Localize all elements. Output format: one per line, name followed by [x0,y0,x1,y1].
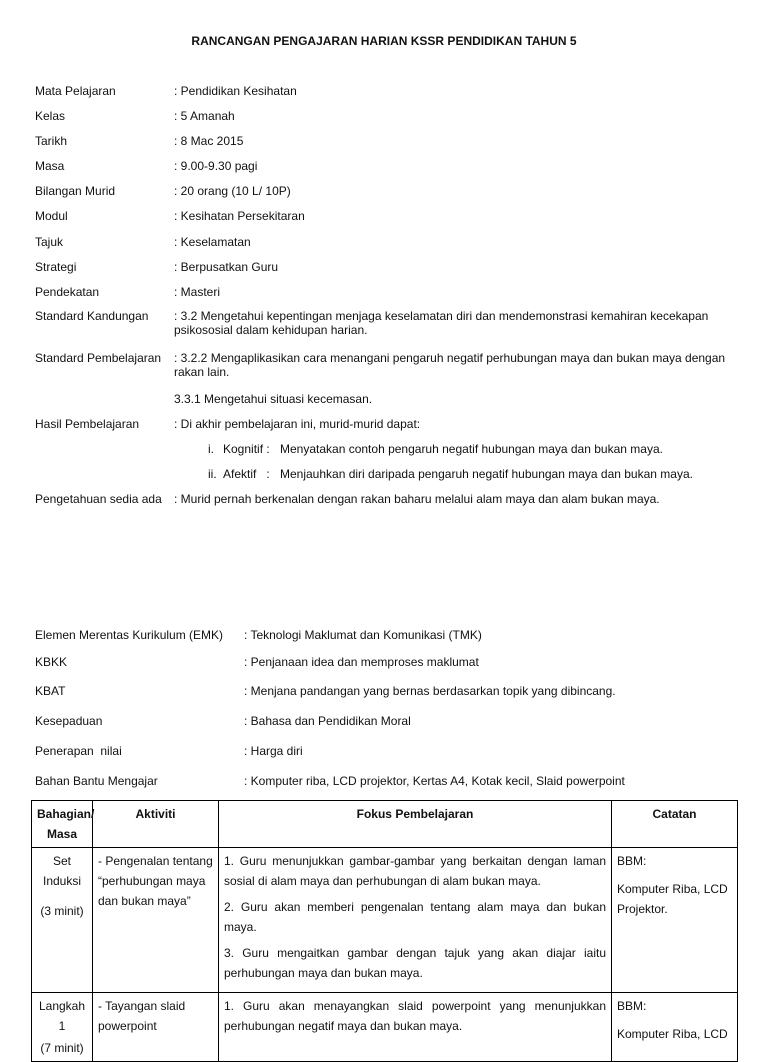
info-value: : 8 Mac 2015 [174,134,244,148]
info2-value: : Komputer riba, LCD projektor, Kertas A4, Kotak kecil, Slaid powerpoint [244,774,625,788]
lesson-table [31,800,738,1062]
header-fokus: Fokus Pembelajaran [219,801,612,848]
header-catatan: Catatan [612,801,738,848]
info-value: : Keselamatan [174,235,251,249]
outcome-type: Kognitif : [223,442,270,456]
focus-cell [219,848,612,993]
notes-cell [612,848,738,993]
info-label: Masa [35,159,65,173]
header-aktiviti: Aktiviti [93,801,219,848]
info-value: : 20 orang (10 L/ 10P) [174,184,291,198]
info-label: Tajuk [35,235,64,249]
focus-step: 1. Guru menunjukkan gambar-gambar yang berkaitan dengan laman sosial di alam maya dan perhubungan di alam bukan maya. [224,854,606,888]
page-title: RANCANGAN PENGAJARAN HARIAN KSSR PENDIDIKAN TAHUN 5 [191,34,577,48]
info-value: : 5 Amanah [174,109,235,123]
focus-cell [219,993,612,1062]
info-label: Bilangan Murid [35,184,116,198]
info-label: Hasil Pembelajaran [35,417,140,431]
info2-label: Bahan Bantu Mengajar [35,774,158,788]
info-label: Mata Pelajaran [35,84,116,98]
info-value: : 3.2.2 Mengaplikasikan cara menangani pengaruh negatif perhubungan maya dan bukan maya dengan rakan lain. [174,351,726,379]
table-row [32,848,738,993]
info-label: Standard Kandungan [35,309,149,323]
info-label: Tarikh [35,134,68,148]
header-bahagian: Bahagian/ Masa [32,801,93,848]
info-value: : Berpusatkan Guru [174,260,279,274]
notes-line: Komputer Riba, LCD Projektor. [617,882,728,916]
info-value-extra: 3.3.1 Mengetahui situasi kecemasan. [174,392,373,406]
info2-value: : Teknologi Maklumat dan Komunikasi (TMK) [244,628,482,642]
info-label: Standard Pembelajaran [35,351,162,365]
table-header-row [32,801,738,848]
info-value: : Di akhir pembelajaran ini, murid-murid dapat: [174,417,421,431]
stage-name: Langkah 1 [38,999,86,1033]
info2-value: : Bahasa dan Pendidikan Moral [244,714,411,728]
info2-label: KBAT [35,684,66,698]
stage-time: (3 minit) [40,904,84,918]
notes-line: Komputer Riba, LCD [617,1027,728,1041]
stage-cell [32,848,93,993]
info2-label: Elemen Merentas Kurikulum (EMK) [35,628,224,642]
notes-line: BBM: [617,854,647,868]
stage-cell [32,993,93,1062]
info-label: Kelas [35,109,66,123]
outcome-text: Menyatakan contoh pengaruh negatif hubungan maya dan bukan maya. [280,442,663,456]
outcome-num: i. [208,442,214,456]
info-value: : Murid pernah berkenalan dengan rakan baharu melalui alam maya dan alam bukan maya. [174,492,660,506]
activity-cell: - Tayangan slaid powerpoint [93,993,219,1062]
notes-cell [612,993,738,1062]
info-label: Strategi [35,260,77,274]
info2-value: : Penjanaan idea dan memproses maklumat [244,655,479,669]
info-label: Pengetahuan sedia ada [35,492,162,506]
stage-time: (7 minit) [40,1041,84,1055]
info2-label: KBKK [35,655,68,669]
outcome-num: ii. [208,467,217,481]
info-value: : Pendidikan Kesihatan [174,84,297,98]
focus-step: 2. Guru akan memberi pengenalan tentang alam maya dan bukan maya. [224,900,606,934]
focus-step: 3. Guru mengaitkan gambar dengan tajuk yang akan diajar iaitu perhubungan maya dan bukan maya. [224,946,606,980]
info-value: : Masteri [174,285,221,299]
activity-cell: - Pengenalan tentang “perhubungan maya dan bukan maya” [93,848,219,993]
notes-line: BBM: [617,999,647,1013]
focus-step: 1. Guru akan menayangkan slaid powerpoint yang menunjukkan perhubungan negatif maya dan bukan maya. [224,999,606,1033]
info-value: : Kesihatan Persekitaran [174,209,305,223]
info-value: : 3.2 Mengetahui kepentingan menjaga keselamatan diri dan mendemonstrasi kemahiran kecekapan psikososial dalam kehidupan harian. [174,309,709,337]
info2-value: : Harga diri [244,744,303,758]
info2-label: Kesepaduan [35,714,103,728]
info-value: : 9.00-9.30 pagi [174,159,258,173]
info2-value: : Menjana pandangan yang bernas berdasarkan topik yang dibincang. [244,684,616,698]
table-row [32,993,738,1062]
info-label: Modul [35,209,68,223]
outcome-text: Menjauhkan diri daripada pengaruh negatif hubungan maya dan bukan maya. [280,467,693,481]
info2-label: Penerapan nilai [35,744,122,758]
info-label: Pendekatan [35,285,100,299]
outcome-type: Afektif : [223,467,270,481]
stage-name: Set Induksi [42,854,82,888]
